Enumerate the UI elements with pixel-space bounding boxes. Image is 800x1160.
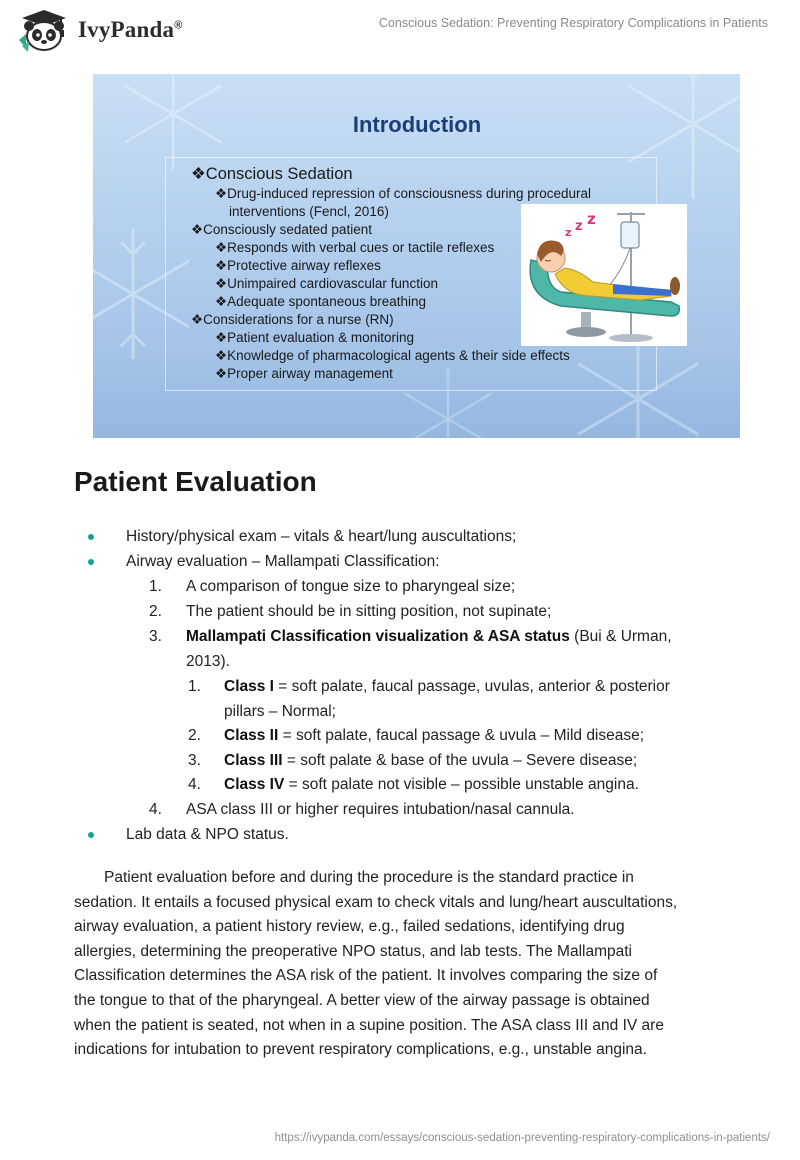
paragraph-line: indications for intubation to prevent respiratory complications, e.g., unstable angina.	[74, 1041, 647, 1059]
list-item: A comparison of tongue size to pharyngeal size;	[186, 578, 516, 595]
list-item: Lab data & NPO status.	[126, 826, 289, 843]
list-item: Class III = soft palate & base of the uvula – Severe disease;	[224, 752, 638, 769]
list-number: 1.	[149, 578, 162, 595]
slide-line: ❖Drug-induced repression of consciousness during procedural	[215, 186, 592, 201]
slide-line: ❖Patient evaluation & monitoring	[215, 330, 414, 345]
introduction-slide	[93, 74, 740, 438]
list-item-continuation: 2013).	[186, 653, 230, 670]
body-paragraph	[74, 866, 734, 1063]
list-number: 2.	[188, 727, 201, 744]
section-title: Patient Evaluation	[74, 466, 317, 497]
svg-text:z: z	[587, 210, 596, 228]
list-item: History/physical exam – vitals & heart/lung auscultations;	[126, 528, 517, 545]
list-item-continuation: pillars – Normal;	[224, 703, 336, 720]
svg-text:z: z	[575, 219, 583, 234]
list-number: 1.	[188, 678, 201, 695]
list-item: ASA class III or higher requires intubation/nasal cannula.	[186, 801, 575, 818]
slide-line: ❖Considerations for a nurse (RN)	[191, 312, 394, 327]
slide-line: ❖Conscious Sedation	[191, 165, 353, 183]
list-number: 4.	[188, 776, 201, 793]
list-number: 2.	[149, 603, 162, 620]
bullet-marker	[88, 832, 94, 838]
paragraph-line: Classification determines the ASA risk of the patient. It involves comparing the size of	[74, 967, 658, 985]
list-number: 3.	[188, 752, 201, 769]
list-number: 4.	[149, 801, 162, 818]
sedated-patient-illustration	[521, 204, 687, 346]
panda-icon	[16, 8, 72, 52]
bullet-marker	[88, 534, 94, 540]
brand-name: IvyPanda®	[78, 17, 183, 42]
bullet-marker	[88, 559, 94, 565]
list-item: The patient should be in sitting position, not supinate;	[186, 603, 552, 620]
paragraph-line: the tongue to that of the pharyngeal. A better view of the airway passage is obtained	[74, 991, 650, 1009]
slide-line: ❖Responds with verbal cues or tactile reflexes	[215, 240, 495, 255]
list-item: Airway evaluation – Mallampati Classification:	[126, 553, 440, 570]
list-item: Class I = soft palate, faucal passage, uvulas, anterior & posterior	[224, 678, 670, 695]
page-header	[0, 0, 800, 60]
slide-line: ❖Protective airway reflexes	[215, 258, 381, 273]
list-item: Class IV = soft palate not visible – possible unstable angina.	[224, 776, 639, 793]
paragraph-line: Patient evaluation before and during the procedure is the standard practice in	[104, 869, 634, 886]
slide-line: ❖Knowledge of pharmacological agents & their side effects	[215, 348, 570, 363]
slide-line: ❖Consciously sedated patient	[191, 222, 372, 237]
paragraph-line: sedation. It entails a focused physical exam to check vitals and lung/heart auscultations,	[74, 893, 678, 911]
list-item: Class II = soft palate, faucal passage & uvula – Mild disease;	[224, 727, 645, 744]
slide-line: ❖Proper airway management	[215, 366, 393, 381]
list-number: 3.	[149, 628, 162, 645]
paragraph-line: airway evaluation, a patient history review, e.g., failed sedations, identifying drug	[74, 918, 625, 936]
paragraph-line: when the patient is seated, not when in a supine position. The ASA class III and IV are	[74, 1016, 664, 1034]
slide-line: interventions (Fencl, 2016)	[229, 204, 389, 219]
document-title: Conscious Sedation: Preventing Respiratory Complications in Patients	[378, 16, 768, 30]
slide-line: ❖Unimpaired cardiovascular function	[215, 276, 438, 291]
ivypanda-logo[interactable]	[16, 8, 183, 52]
paragraph-line: allergies, determining the preoperative NPO status, and lab tests. The Mallampati	[74, 942, 632, 960]
svg-text:z: z	[565, 226, 572, 239]
list-item: Mallampati Classification visualization & ASA status (Bui & Urman,	[186, 628, 672, 645]
slide-line: ❖Adequate spontaneous breathing	[215, 294, 427, 309]
slide-title: Introduction	[352, 112, 482, 137]
source-url[interactable]: https://ivypanda.com/essays/conscious-sedation-preventing-respiratory-complications-in-patients/	[274, 1132, 770, 1144]
